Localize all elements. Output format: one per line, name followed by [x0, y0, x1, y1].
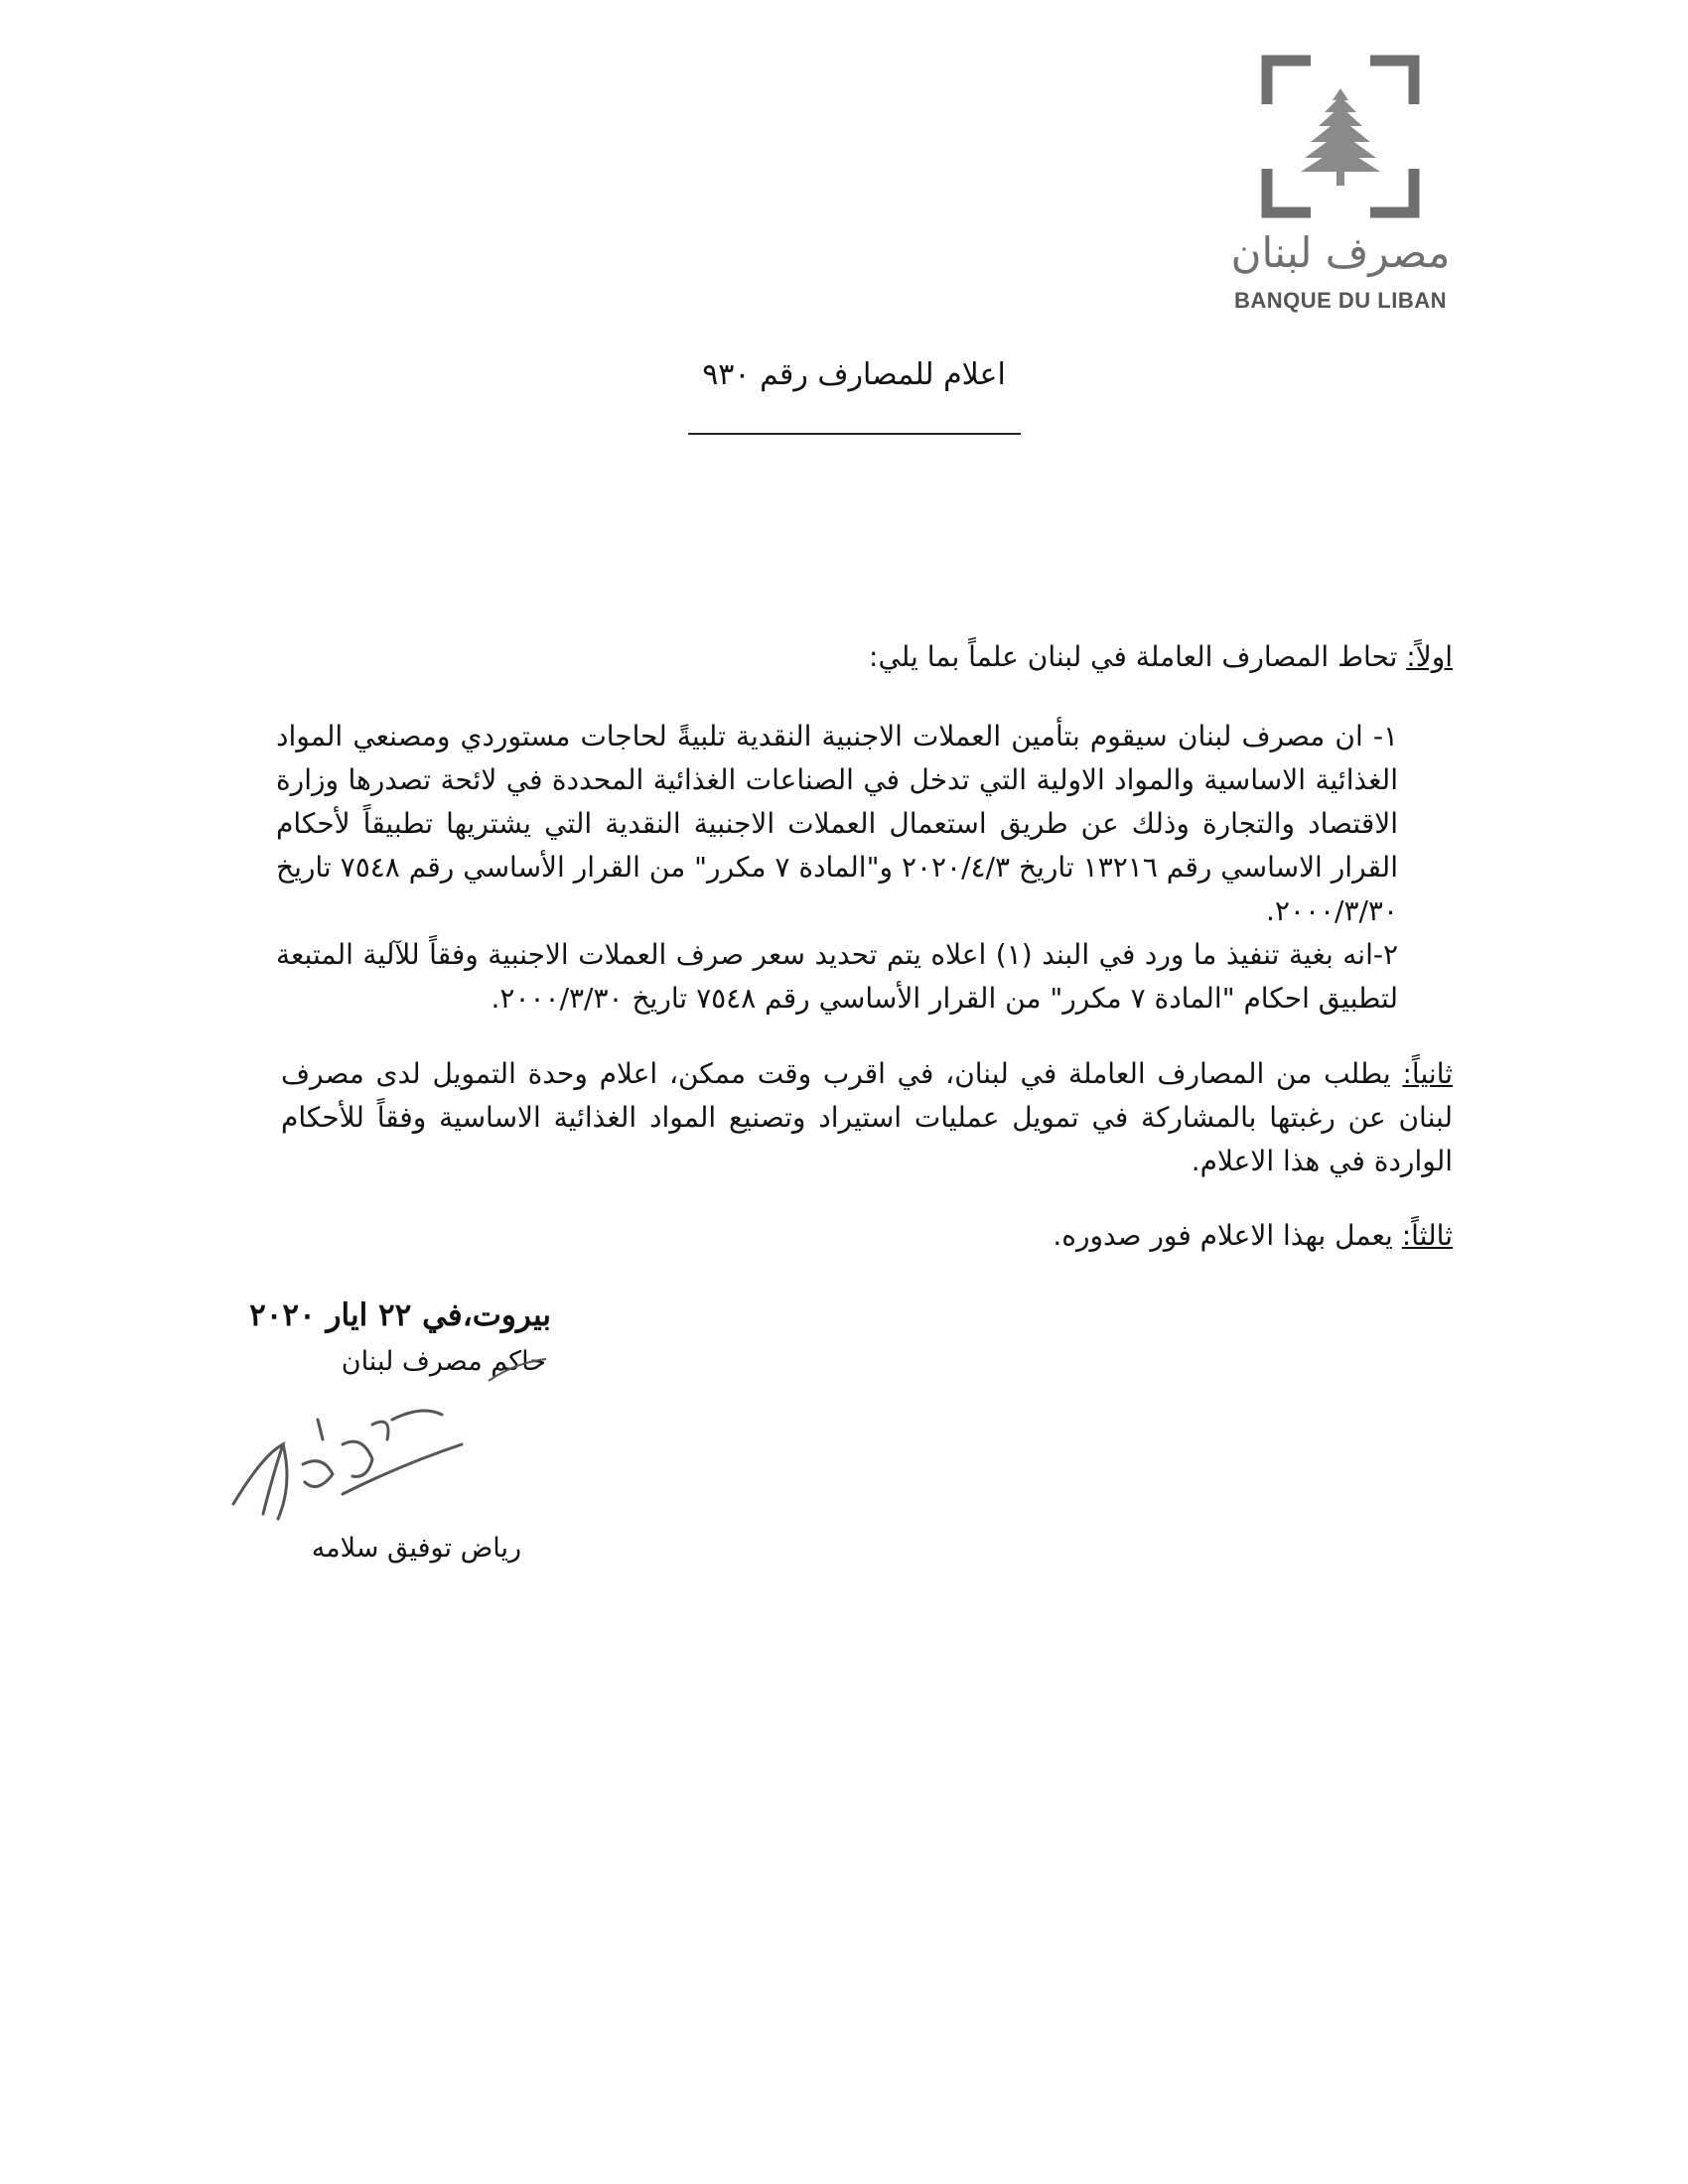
- section-2: [281, 1052, 1453, 1183]
- section-1-intro: تحاط المصارف العاملة في لبنان علماً بما يلي:: [869, 640, 1398, 673]
- logo-arabic-text: مصرف لبنان: [1230, 228, 1451, 277]
- signature-flourish: [485, 1355, 554, 1385]
- list-item: ٢-انه بغية تنفيذ ما ورد في البند (١) اعلاه يتم تحديد سعر صرف العملات الاجنبية وفقاً للآلية المتبعة لتطبيق احكام "المادة ٧ مكرر" من القرار الأساسي رقم ٧٥٤٨ تاريخ ٢٠٠٠/٣/٣٠.: [276, 938, 1398, 1015]
- list-item: ١- ان مصرف لبنان سيقوم بتأمين العملات الاجنبية النقدية تلبيةً لحاجات مستوردي ومصنعي المواد الغذائية الاساسية والمواد الاولية التي تدخل في الصناعات الغذائية المحددة في لائحة تصدرها وزارة الاقتصاد والتجارة وذلك عن طريق استعمال العملات الاجنبية النقدية التي يشتريها تطبيقاً لأحكام القرار الاساسي رقم ١٣٢١٦ تاريخ ٢٠٢٠/٤/٣ و"المادة ٧ مكرر" من القرار الأساسي رقم ٧٥٤٨ تاريخ ٢٠٠٠/٣/٣٠.: [276, 720, 1398, 927]
- section-1-label: اولاً:: [1406, 640, 1453, 673]
- section-2-label: ثانياً:: [1402, 1057, 1454, 1090]
- section-1-intro-line: [261, 640, 1453, 673]
- signature-title: حاكم مصرف لبنان: [341, 1346, 546, 1377]
- section-3: [281, 1219, 1453, 1252]
- section-3-label: ثالثاً:: [1401, 1219, 1453, 1252]
- section-2-text: يطلب من المصارف العاملة في لبنان، في اقرب وقت ممكن، اعلام وحدة التمويل لدى مصرف لبنان عن رغبتها بالمشاركة في تمويل عمليات استيراد وتصنيع المواد الغذائية الاساسية وفقاً للأحكام الواردة في هذا الاعلام.: [281, 1057, 1453, 1177]
- section-3-text: يعمل بهذا الاعلام فور صدوره.: [1053, 1219, 1393, 1252]
- signature-place-date: بيروت،في ٢٢ ايار ٢٠٢٠: [249, 1297, 551, 1333]
- cedar-frame-icon: [1261, 55, 1420, 218]
- handwritten-signature: [223, 1385, 482, 1524]
- document-title: اعلام للمصارف رقم ٩٣٠: [702, 357, 1006, 392]
- signature-name: رياض توفيق سلامه: [311, 1533, 521, 1564]
- bank-logo: [1226, 55, 1455, 328]
- section-1-items: [276, 715, 1398, 1021]
- logo-french-text: BANQUE DU LIBAN: [1233, 288, 1448, 313]
- title-underline: [688, 433, 1021, 435]
